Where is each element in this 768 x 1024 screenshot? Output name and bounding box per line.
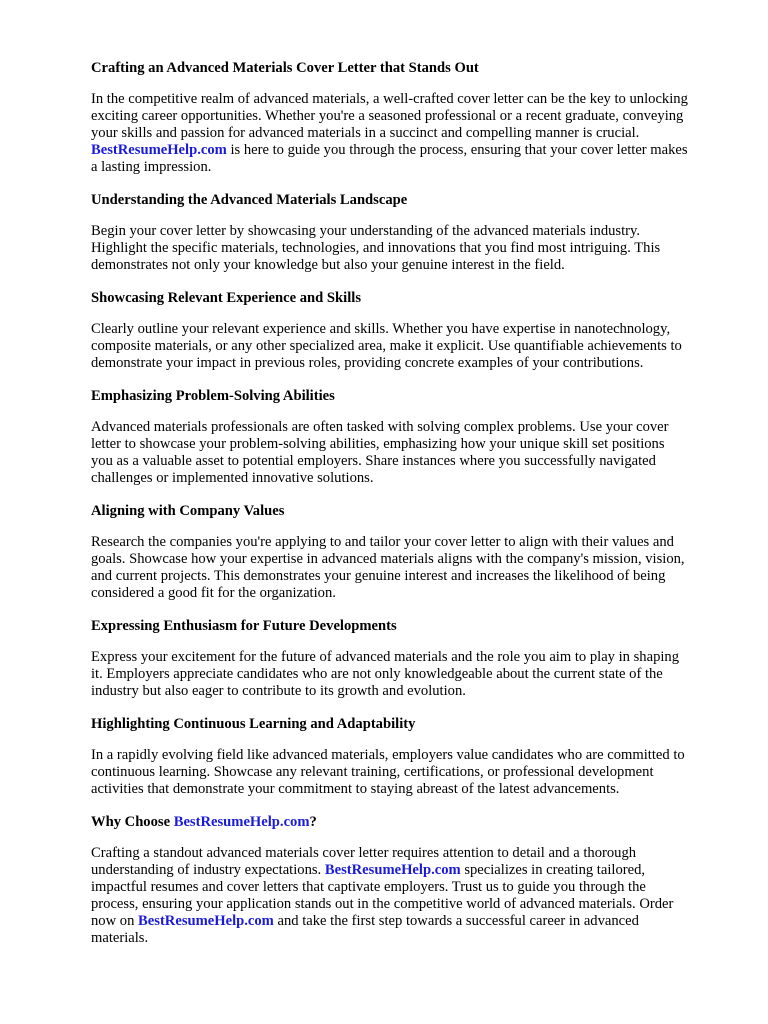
section-heading: Crafting an Advanced Materials Cover Letter that Stands Out (91, 60, 479, 76)
section-heading (91, 814, 688, 831)
paragraph-text: specializes in creating tailored, impactful resumes and cover letters that captivate employers. Trust us to guide you through the process, ensuring your application stands out in the competitive world of advanced materials. Order now on (91, 862, 674, 929)
bestresumehelp-link[interactable]: BestResumeHelp.com (173, 814, 310, 830)
paragraph-text: is here to guide you through the process, ensuring that your cover letter makes a lasting impression. (91, 142, 688, 175)
paragraph-text: In the competitive realm of advanced materials, a well-crafted cover letter can be the key to unlocking exciting career opportunities. Whether you're a seasoned professional or a recent graduate, conveying your skills and passion for advanced materials in a succinct and compelling manner is crucial. (91, 91, 688, 141)
section-paragraph: Research the companies you're applying to and tailor your cover letter to align with their values and goals. Showcase how your expertise in advanced materials aligns with the company's mission, vision, and current projects. This demonstrates your genuine interest and increases the likelihood of being considered a good fit for the organization. (91, 534, 685, 601)
paragraph-text: Crafting a standout advanced materials cover letter requires attention to detail and a thorough understanding of industry expectations. (91, 845, 637, 878)
section-paragraph: In a rapidly evolving field like advanced materials, employers value candidates who are committed to continuous learning. Showcase any relevant training, certifications, or professional development activities that demonstrate your commitment to staying abreast of the latest advancements. (91, 747, 685, 797)
section-paragraph: Begin your cover letter by showcasing your understanding of the advanced materials industry. Highlight the specific materials, technologies, and innovations that you find most intriguing. This demonstrates not only your knowledge but also your genuine interest in the field. (91, 223, 661, 273)
section-heading: Showcasing Relevant Experience and Skills (91, 290, 362, 306)
section-heading: Highlighting Continuous Learning and Adaptability (91, 716, 416, 732)
bestresumehelp-link[interactable]: BestResumeHelp.com (138, 913, 274, 929)
bestresumehelp-link[interactable]: BestResumeHelp.com (91, 142, 227, 158)
section-paragraph (91, 845, 688, 947)
section-paragraph: Advanced materials professionals are often tasked with solving complex problems. Use your cover letter to showcase your problem-solving abilities, emphasizing how your unique skill set positions you as a valuable asset to potential employers. Share instances where you successfully navigated challenges or implemented innovative solutions. (91, 419, 669, 486)
section-heading: Expressing Enthusiasm for Future Developments (91, 618, 397, 634)
paragraph-text: and take the first step towards a successful career in advanced materials. (91, 913, 639, 946)
heading-text: Why Choose (91, 814, 171, 830)
bestresumehelp-link[interactable]: BestResumeHelp.com (324, 862, 461, 878)
section-heading: Understanding the Advanced Materials Landscape (91, 192, 408, 208)
section-heading: Aligning with Company Values (91, 503, 285, 519)
section-paragraph (91, 91, 688, 176)
heading-text: ? (309, 814, 317, 830)
section-paragraph: Express your excitement for the future of advanced materials and the role you aim to play in shaping it. Employers appreciate candidates who are not only knowledgeable about the current state of the industry but also eager to contribute to its growth and evolution. (91, 649, 680, 699)
section-paragraph: Clearly outline your relevant experience and skills. Whether you have expertise in nanotechnology, composite materials, or any other specialized area, make it explicit. Use quantifiable achievements to demonstrate your impact in previous roles, providing concrete examples of your contributions. (91, 321, 682, 371)
section-heading: Emphasizing Problem-Solving Abilities (91, 388, 335, 404)
